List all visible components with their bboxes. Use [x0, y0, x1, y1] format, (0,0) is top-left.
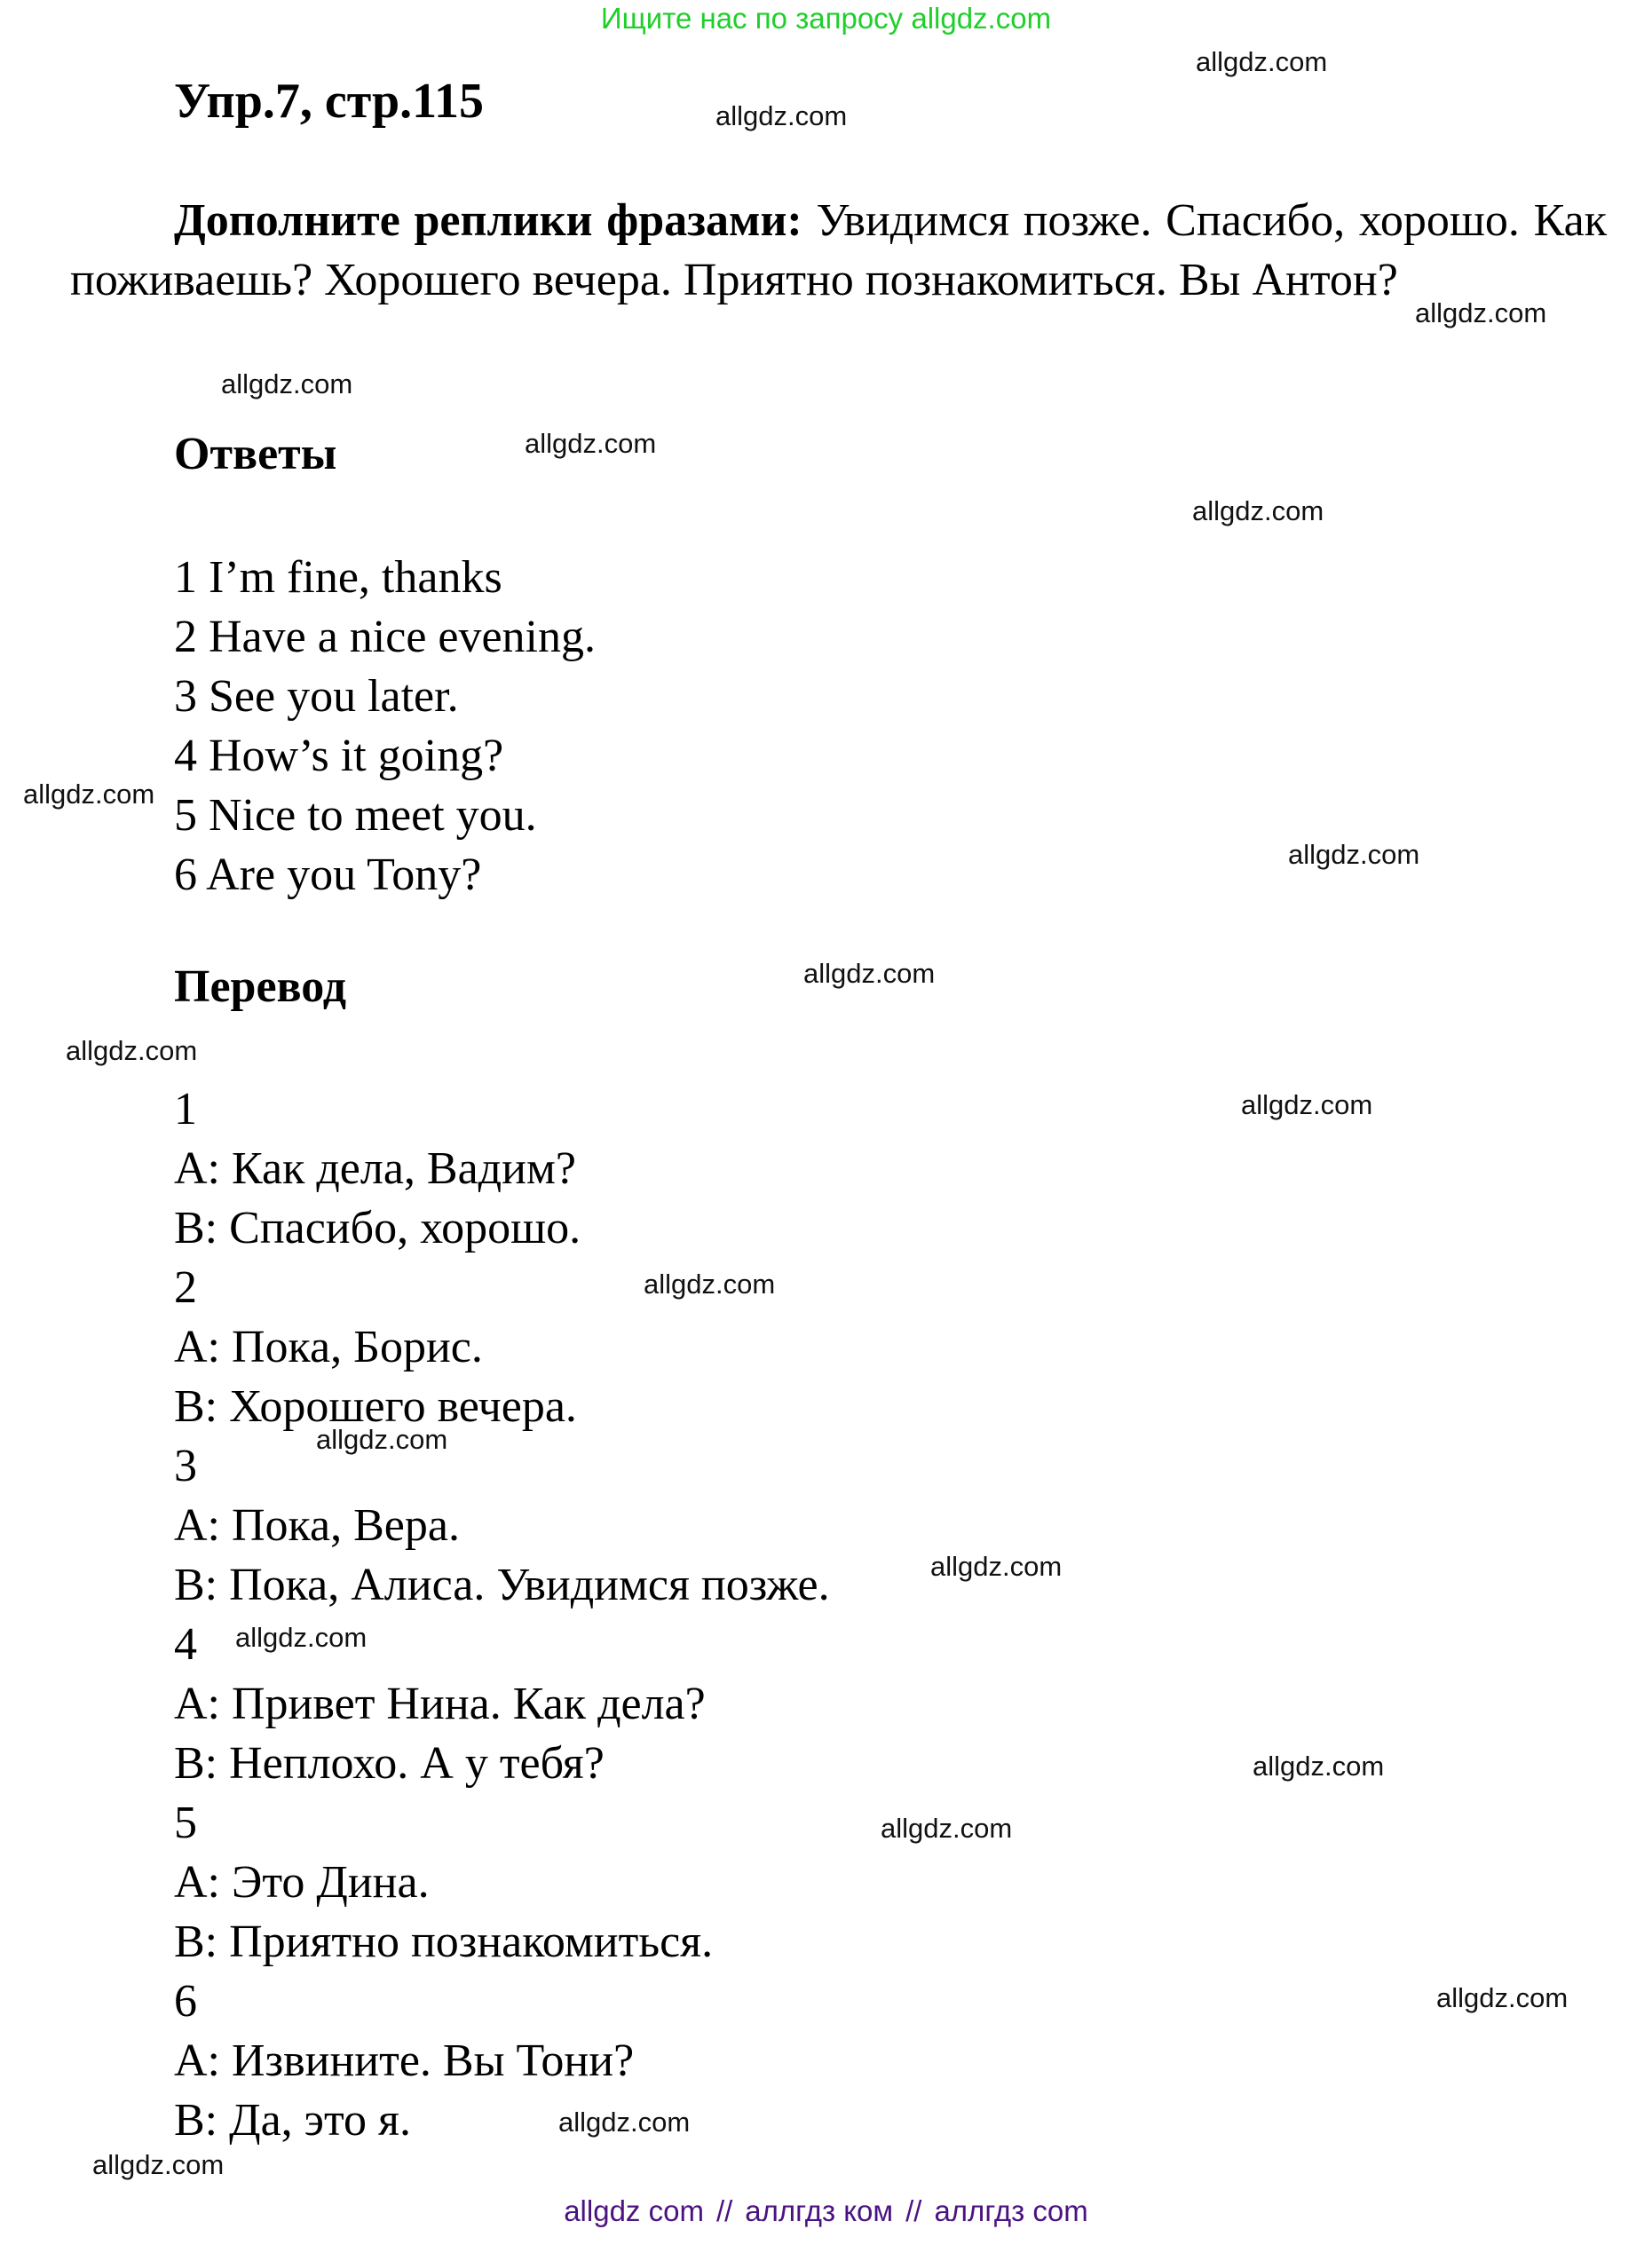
footer-separator: //	[905, 2194, 922, 2227]
watermark: allgdz.com	[803, 958, 936, 989]
dialog-number: 3	[174, 1441, 197, 1491]
dialog-line: A: Как дела, Вадим?	[174, 1143, 576, 1194]
watermark: allgdz.com	[235, 1622, 368, 1653]
dialog-number: 2	[174, 1262, 197, 1313]
watermark: allgdz.com	[1241, 1089, 1373, 1120]
dialog-number: 6	[174, 1976, 197, 2027]
dialog-line: B: Спасибо, хорошо.	[174, 1203, 581, 1253]
footer-link[interactable]: аллгдз com	[934, 2194, 1088, 2227]
footer-separator: //	[715, 2194, 733, 2227]
dialog-line: B: Да, это я.	[174, 2095, 411, 2146]
watermark: allgdz.com	[1253, 1751, 1385, 1782]
footer-link[interactable]: allgdz com	[564, 2194, 704, 2227]
watermark: allgdz.com	[1415, 297, 1547, 328]
dialog-line: B: Хорошего вечера.	[174, 1381, 577, 1432]
answer-item: 4 How’s it going?	[174, 731, 504, 781]
dialog-line: B: Неплохо. А у тебя?	[174, 1738, 605, 1789]
watermark: allgdz.com	[66, 1035, 198, 1066]
watermark: allgdz.com	[930, 1551, 1063, 1582]
watermark: allgdz.com	[525, 428, 657, 459]
dialog-line: A: Это Дина.	[174, 1857, 430, 1908]
watermark: allgdz.com	[23, 779, 155, 810]
dialog-line: A: Пока, Борис.	[174, 1322, 483, 1372]
top-banner: Ищите нас по запросу allgdz.com	[600, 2, 1052, 35]
answers-list	[174, 548, 596, 905]
dialog-line: A: Пока, Вера.	[174, 1500, 460, 1551]
dialog-number: 4	[174, 1619, 197, 1670]
dialog-line: A: Извините. Вы Тони?	[174, 2036, 635, 2086]
answers-heading: Ответы	[174, 429, 337, 479]
watermark: allgdz.com	[92, 2149, 225, 2180]
task-instruction	[70, 191, 1607, 310]
watermark: allgdz.com	[881, 1813, 1013, 1844]
watermark: allgdz.com	[644, 1269, 776, 1300]
answer-item: 1 I’m fine, thanks	[174, 552, 502, 603]
answer-item: 6 Are you Tony?	[174, 850, 482, 900]
watermark: allgdz.com	[1192, 495, 1324, 526]
watermark: allgdz.com	[715, 100, 848, 131]
footer-link[interactable]: аллгдз ком	[745, 2194, 894, 2227]
page-title: Упр.7, стр.115	[174, 74, 485, 129]
watermark: allgdz.com	[1288, 839, 1420, 870]
answer-item: 3 See you later.	[174, 671, 459, 722]
watermark: allgdz.com	[558, 2107, 691, 2138]
dialog-number: 1	[174, 1084, 197, 1134]
footer-links	[0, 2194, 1652, 2228]
task-label: Дополните реплики фразами:	[174, 195, 802, 246]
translation-list	[174, 1079, 830, 2150]
watermark: allgdz.com	[316, 1424, 448, 1455]
dialog-line: A: Привет Нина. Как дела?	[174, 1679, 706, 1729]
answer-item: 5 Nice to meet you.	[174, 790, 537, 841]
translation-heading: Перевод	[174, 961, 347, 1012]
watermark: allgdz.com	[221, 368, 353, 399]
watermark: allgdz.com	[1196, 46, 1328, 77]
dialog-line: B: Приятно познакомиться.	[174, 1917, 714, 1967]
dialog-line: B: Пока, Алиса. Увидимся позже.	[174, 1560, 830, 1610]
watermark: allgdz.com	[1436, 1982, 1569, 2013]
task-text: Увидимся позже. Спасибо, хорошо. Как поживаешь? Хорошего вечера. Приятно познакомиться. Вы Антон?	[70, 195, 1607, 305]
answer-item: 2 Have a nice evening.	[174, 612, 597, 662]
dialog-number: 5	[174, 1798, 197, 1848]
